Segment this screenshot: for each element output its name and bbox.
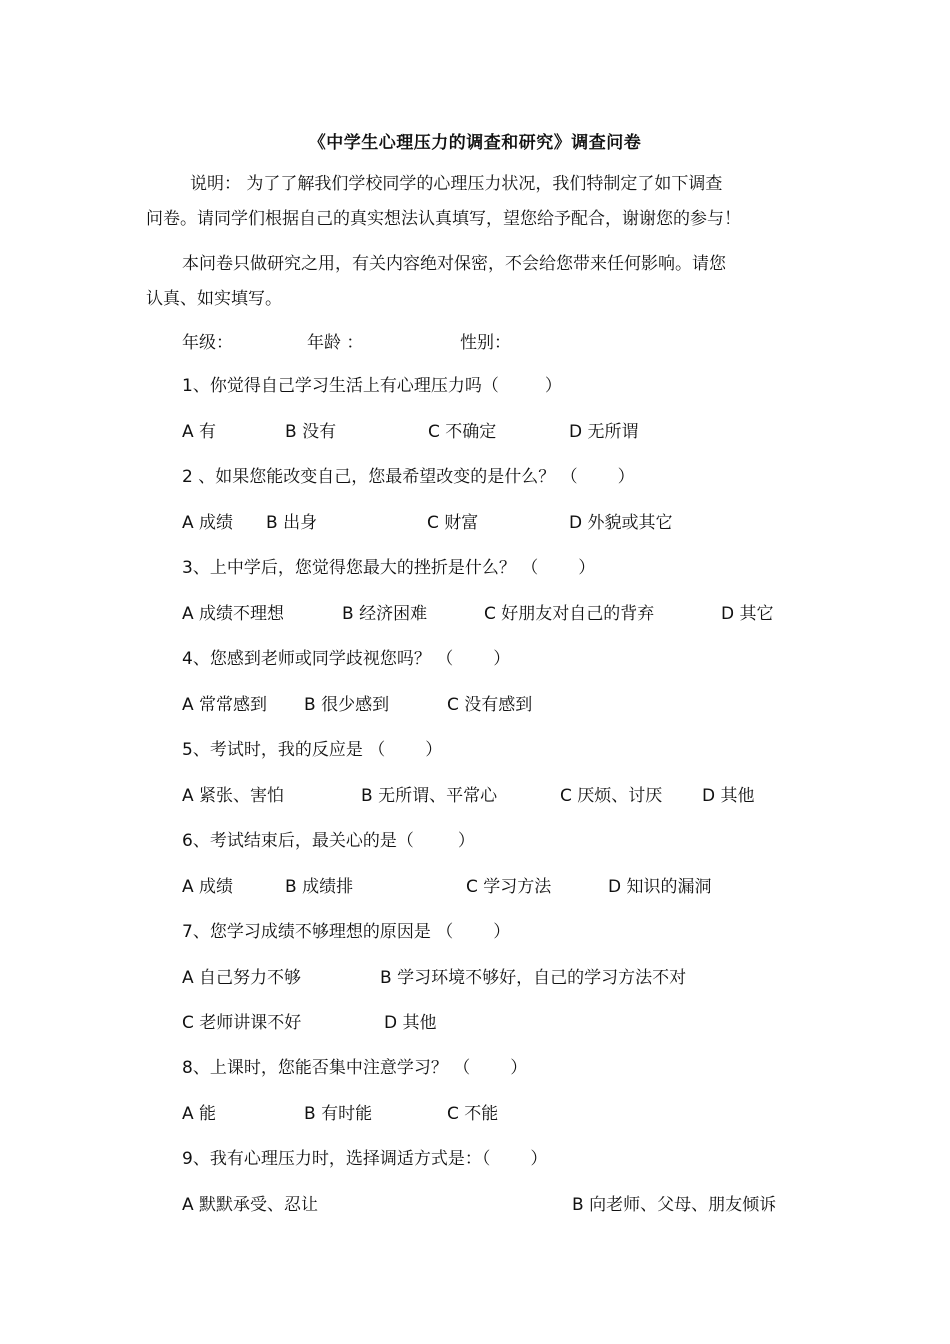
option-1b: B 没有 <box>285 422 337 442</box>
question-9 <box>182 1147 547 1171</box>
option-3a: A 成绩不理想 <box>182 604 285 624</box>
question-3 <box>182 556 595 580</box>
option-3d: D 其它 <box>721 604 774 624</box>
intro-line-1: 说明： 为了了解我们学校同学的心理压力状况，我们特制定了如下调查 <box>190 174 723 194</box>
grade-field-label: 年级： <box>182 333 233 353</box>
option-5b: B 无所谓、平常心 <box>361 786 498 806</box>
option-4c: C 没有感到 <box>447 695 533 715</box>
question-text: 7、您学习成绩不够理想的原因是 （ <box>182 922 454 942</box>
gender-field-label: 性别： <box>460 333 511 353</box>
intro-line-3: 本问卷只做研究之用，有关内容绝对保密，不会给您带来任何影响。请您 <box>182 254 726 274</box>
option-1c: C 不确定 <box>428 422 497 442</box>
option-8a: A 能 <box>182 1104 217 1124</box>
question-5 <box>182 738 442 762</box>
intro-line-2: 问卷。请同学们根据自己的真实想法认真填写，望您给予配合，谢谢您的参与！ <box>146 209 741 229</box>
answer-paren-close: ） <box>425 740 443 760</box>
age-field-label: 年龄 ： <box>307 333 364 353</box>
option-6a: A 成绩 <box>182 877 234 897</box>
option-7d: D 其他 <box>384 1013 437 1033</box>
question-text: 1、你觉得自己学习生活上有心理压力吗（ <box>182 376 499 396</box>
answer-paren-close: ） <box>530 1149 548 1169</box>
question-4 <box>182 647 510 671</box>
option-1d: D 无所谓 <box>569 422 639 442</box>
question-text: 6、考试结束后，最关心的是（ <box>182 831 414 851</box>
option-2d: D 外貌或其它 <box>569 513 673 533</box>
answer-paren-close: ） <box>493 649 511 669</box>
option-5d: D 其他 <box>702 786 755 806</box>
question-text: 4、您感到老师或同学歧视您吗？ （ <box>182 649 454 669</box>
option-4b: B 很少感到 <box>304 695 390 715</box>
option-6c: C 学习方法 <box>466 877 552 897</box>
question-text: 2 、如果您能改变自己，您最希望改变的是什么？ （ <box>182 467 578 487</box>
intro-line-4: 认真、如实填写。 <box>146 289 282 309</box>
option-5a: A 紧张、害怕 <box>182 786 285 806</box>
option-4a: A 常常感到 <box>182 695 268 715</box>
option-6d: D 知识的漏洞 <box>608 877 712 897</box>
answer-paren-close: ） <box>578 558 596 578</box>
question-2 <box>182 465 635 489</box>
option-5c: C 厌烦、讨厌 <box>560 786 663 806</box>
question-8 <box>182 1056 527 1080</box>
question-text: 8、上课时，您能否集中注意学习？ （ <box>182 1058 471 1078</box>
option-2b: B 出身 <box>266 513 318 533</box>
question-text: 3、上中学后，您觉得您最大的挫折是什么？ （ <box>182 558 539 578</box>
option-3b: B 经济困难 <box>342 604 428 624</box>
option-7a: A 自己努力不够 <box>182 968 302 988</box>
option-6b: B 成绩排 <box>285 877 354 897</box>
option-2a: A 成绩 <box>182 513 234 533</box>
question-text: 5、考试时，我的反应是 （ <box>182 740 386 760</box>
answer-paren-close: ） <box>493 922 511 942</box>
option-8b: B 有时能 <box>304 1104 373 1124</box>
option-1a: A 有 <box>182 422 217 442</box>
option-9a: A 默默承受、忍让 <box>182 1195 319 1215</box>
document-title: 《中学生心理压力的调查和研究》调查问卷 <box>308 133 642 153</box>
question-7 <box>182 920 510 944</box>
answer-paren-close: ） <box>544 376 562 396</box>
option-7c: C 老师讲课不好 <box>182 1013 302 1033</box>
option-7b: B 学习环境不够好，自己的学习方法不对 <box>380 968 687 988</box>
option-3c: C 好朋友对自己的背弃 <box>484 604 655 624</box>
answer-paren-close: ） <box>510 1058 528 1078</box>
answer-paren-close: ） <box>457 831 475 851</box>
answer-paren-close: ） <box>617 467 635 487</box>
option-8c: C 不能 <box>447 1104 499 1124</box>
question-1 <box>182 374 562 398</box>
option-2c: C 财富 <box>427 513 479 533</box>
question-6 <box>182 829 475 853</box>
question-text: 9、我有心理压力时，选择调适方式是：（ <box>182 1149 491 1169</box>
option-9b: B 向老师、父母、朋友倾诉 <box>572 1195 777 1215</box>
